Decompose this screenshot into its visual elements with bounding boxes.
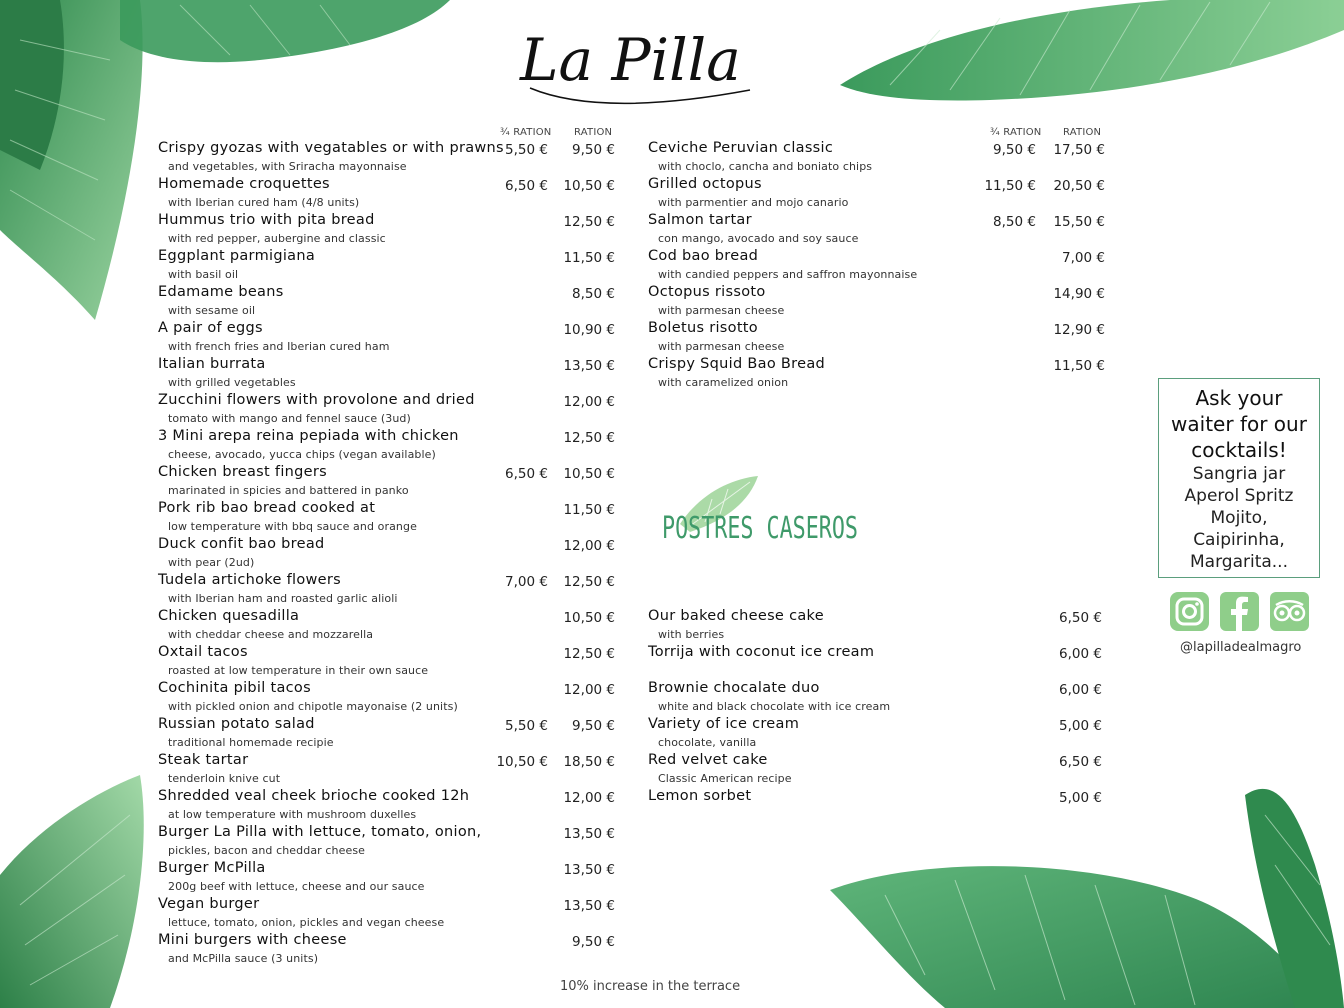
menu-item-description: with parmesan cheese: [658, 340, 785, 353]
menu-item: [158, 464, 618, 500]
price-three-quarter: 6,50 €: [505, 178, 548, 194]
header-quarter-ration-right: ¾ RATION: [990, 127, 1042, 138]
menu-item: [158, 140, 618, 176]
menu-item: [158, 536, 618, 572]
menu-item: [158, 572, 618, 608]
menu-item-name: Oxtail tacos: [158, 644, 248, 660]
menu-item-name: Cochinita pibil tacos: [158, 680, 311, 696]
menu-item-name: Burger La Pilla with lettuce, tomato, onion,: [158, 824, 482, 840]
menu-item: [158, 608, 618, 644]
price-ration: 6,00 €: [1059, 646, 1102, 662]
facebook-icon[interactable]: [1220, 592, 1259, 631]
menu-item-description: and McPilla sauce (3 units): [168, 952, 319, 965]
menu-item: [648, 356, 1108, 392]
menu-item-name: Variety of ice cream: [648, 716, 800, 732]
menu-item-name: Burger McPilla: [158, 860, 266, 876]
menu-item-description: chocolate, vanilla: [658, 736, 757, 749]
menu-item-description: traditional homemade recipie: [168, 736, 334, 749]
menu-item-name: Vegan burger: [158, 896, 260, 912]
menu-item-name: Crispy Squid Bao Bread: [648, 356, 826, 372]
menu-item: [648, 248, 1108, 284]
cocktail-item: Caipirinha,: [1193, 530, 1285, 550]
price-three-quarter: 9,50 €: [993, 142, 1036, 158]
price-ration: 7,00 €: [1062, 250, 1105, 266]
price-ration: 12,90 €: [1053, 322, 1105, 338]
menu-item-name: Our baked cheese cake: [648, 608, 824, 624]
cocktails-box: [1158, 378, 1320, 578]
price-ration: 13,50 €: [563, 862, 615, 878]
price-ration: 12,50 €: [563, 646, 615, 662]
menu-item-name: Chicken quesadilla: [158, 608, 300, 624]
price-ration: 17,50 €: [1053, 142, 1105, 158]
menu-item-name: A pair of eggs: [158, 320, 263, 336]
menu-item: [158, 392, 618, 428]
menu-item: [158, 752, 618, 788]
desserts-list: [648, 608, 1108, 824]
menu-item-description: with caramelized onion: [658, 376, 789, 389]
menu-item-name: Hummus trio with pita bread: [158, 212, 375, 228]
menu-item-description: with parmesan cheese: [658, 304, 785, 317]
menu-item: [158, 176, 618, 212]
menu-item: [158, 932, 618, 968]
price-ration: 9,50 €: [572, 934, 615, 950]
cocktail-item: Sangria jar: [1192, 464, 1286, 484]
menu-item: [648, 140, 1108, 176]
menu-item-description: with cheddar cheese and mozzarella: [168, 628, 374, 641]
cocktail-item: Mojito,: [1210, 508, 1268, 528]
cocktails-title: [1159, 385, 1319, 463]
menu-item: [158, 680, 618, 716]
menu-item-description: marinated in spicies and battered in panko: [168, 484, 409, 497]
menu-item: [648, 212, 1108, 248]
menu-item-description: at low temperature with mushroom duxelles: [168, 808, 417, 821]
menu-item-description: low temperature with bbq sauce and orange: [168, 520, 417, 533]
menu-item: [158, 788, 618, 824]
price-ration: 12,00 €: [563, 394, 615, 410]
menu-item-name: Steak tartar: [158, 752, 249, 768]
menu-item-name: Eggplant parmigiana: [158, 248, 316, 264]
menu-item-description: with Iberian cured ham (4/8 units): [168, 196, 360, 209]
menu-item-name: Brownie chocalate duo: [648, 680, 820, 696]
price-ration: 12,00 €: [563, 538, 615, 554]
menu-item: [648, 320, 1108, 356]
menu-item: [648, 716, 1108, 752]
menu-item: [158, 824, 618, 860]
social-icons: [1170, 592, 1310, 632]
menu-item-description: with berries: [658, 628, 725, 641]
banana-leaf-top-right: [830, 0, 1344, 110]
price-ration: 13,50 €: [563, 826, 615, 842]
menu-item: [158, 356, 618, 392]
header-ration-left: RATION: [574, 127, 613, 138]
menu-item-description: with sesame oil: [168, 304, 256, 317]
price-ration: 12,50 €: [563, 430, 615, 446]
price-ration: 6,50 €: [1059, 754, 1102, 770]
menu-item-name: Grilled octopus: [648, 176, 762, 192]
instagram-icon[interactable]: [1170, 592, 1209, 631]
price-ration: 12,00 €: [563, 682, 615, 698]
menu-item-name: Salmon tartar: [648, 212, 752, 228]
price-ration: 13,50 €: [563, 898, 615, 914]
postres-caseros-heading: [650, 474, 870, 544]
menu-item-name: Pork rib bao bread cooked at: [158, 500, 376, 516]
menu-item: [158, 860, 618, 896]
menu-item: [648, 644, 1108, 680]
menu-item: [158, 644, 618, 680]
menu-item-name: Zucchini flowers with provolone and dried: [158, 392, 475, 408]
price-ration: 11,50 €: [563, 250, 615, 266]
cocktails-title-line: cocktails!: [1191, 438, 1287, 462]
menu-item: [158, 500, 618, 536]
menu-item-name: Russian potato salad: [158, 716, 315, 732]
menu-item-name: Chicken breast fingers: [158, 464, 327, 480]
menu-item: [158, 320, 618, 356]
postres-title: POSTRES CASEROS: [662, 511, 858, 546]
header-quarter-ration-left: ¾ RATION: [500, 127, 552, 138]
logo-text: La Pilla: [520, 26, 741, 94]
menu-item-description: con mango, avocado and soy sauce: [658, 232, 859, 245]
menu-item: [158, 248, 618, 284]
price-three-quarter: 6,50 €: [505, 466, 548, 482]
menu-item-description: with french fries and Iberian cured ham: [168, 340, 390, 353]
menu-item-description: white and black chocolate with ice cream: [658, 700, 891, 713]
menu-item-name: Italian burrata: [158, 356, 266, 372]
menu-item-description: pickles, bacon and cheddar cheese: [168, 844, 366, 857]
menu-item-name: Torrija with coconut ice cream: [648, 644, 875, 660]
price-three-quarter: 11,50 €: [984, 178, 1036, 194]
menu-item-description: lettuce, tomato, onion, pickles and vegan cheese: [168, 916, 445, 929]
price-ration: 5,00 €: [1059, 790, 1102, 806]
menu-right-column: [648, 140, 1108, 392]
menu-item-description: with candied peppers and saffron mayonnaise: [658, 268, 918, 281]
price-three-quarter: 5,50 €: [505, 718, 548, 734]
menu-item: [158, 212, 618, 248]
cocktails-title-line: waiter for our: [1171, 412, 1307, 436]
menu-item-name: Crispy gyozas with vegatables or with prawns: [158, 140, 504, 156]
header-ration-right: RATION: [1063, 127, 1102, 138]
menu-item-name: Ceviche Peruvian classic: [648, 140, 834, 156]
price-ration: 11,50 €: [1053, 358, 1105, 374]
menu-item-description: tomato with mango and fennel sauce (3ud): [168, 412, 411, 425]
menu-item-name: 3 Mini arepa reina pepiada with chicken: [158, 428, 459, 444]
cocktail-item: Aperol Spritz: [1184, 486, 1294, 506]
menu-item-name: Cod bao bread: [648, 248, 759, 264]
menu-item-description: Classic American recipe: [658, 772, 792, 785]
price-ration: 14,90 €: [1053, 286, 1105, 302]
price-ration: 10,50 €: [563, 610, 615, 626]
menu-item-name: Lemon sorbet: [648, 788, 752, 804]
menu-item-name: Shredded veal cheek brioche cooked 12h: [158, 788, 470, 804]
menu-item-name: Boletus risotto: [648, 320, 758, 336]
menu-item-description: with grilled vegetables: [168, 376, 296, 389]
price-ration: 12,50 €: [563, 574, 615, 590]
cocktails-title-line: Ask your: [1195, 386, 1283, 410]
menu-item: [158, 284, 618, 320]
menu-item: [158, 428, 618, 464]
cocktail-item: Margarita...: [1190, 552, 1288, 572]
price-ration: 6,50 €: [1059, 610, 1102, 626]
price-ration: 9,50 €: [572, 142, 615, 158]
banana-leaf-bottom-left: [0, 775, 170, 1008]
price-ration: 15,50 €: [1053, 214, 1105, 230]
menu-item: [648, 284, 1108, 320]
price-ration: 13,50 €: [563, 358, 615, 374]
menu-item-description: with choclo, cancha and boniato chips: [658, 160, 873, 173]
menu-item: [648, 680, 1108, 716]
social-handle[interactable]: @lapilladealmagro: [1180, 640, 1302, 655]
price-ration: 6,00 €: [1059, 682, 1102, 698]
price-three-quarter: 8,50 €: [993, 214, 1036, 230]
price-ration: 12,50 €: [563, 214, 615, 230]
menu-item-description: and vegetables, with Sriracha mayonnaise: [168, 160, 407, 173]
menu-item-name: Duck confit bao bread: [158, 536, 325, 552]
tripadvisor-icon[interactable]: [1270, 592, 1309, 631]
menu-item: [648, 788, 1108, 824]
menu-item-name: Homemade croquettes: [158, 176, 330, 192]
price-three-quarter: 10,50 €: [496, 754, 548, 770]
menu-item-description: with parmentier and mojo canario: [658, 196, 849, 209]
menu-item-description: tenderloin knive cut: [168, 772, 281, 785]
price-ration: 10,90 €: [563, 322, 615, 338]
menu-item-name: Edamame beans: [158, 284, 284, 300]
menu-item-description: with pear (2ud): [168, 556, 255, 569]
menu-item-description: with pickled onion and chipotle mayonaise (2 units): [168, 700, 458, 713]
price-ration: 5,00 €: [1059, 718, 1102, 734]
la-pilla-logo: [510, 18, 760, 113]
menu-item-name: Mini burgers with cheese: [158, 932, 347, 948]
price-ration: 20,50 €: [1053, 178, 1105, 194]
price-ration: 8,50 €: [572, 286, 615, 302]
menu-item-name: Octopus rissoto: [648, 284, 766, 300]
price-ration: 9,50 €: [572, 718, 615, 734]
price-three-quarter: 5,50 €: [505, 142, 548, 158]
price-ration: 10,50 €: [563, 466, 615, 482]
menu-item: [158, 716, 618, 752]
menu-item: [648, 752, 1108, 788]
menu-left-column: [158, 140, 618, 968]
price-ration: 18,50 €: [563, 754, 615, 770]
terrace-note: 10% increase in the terrace: [560, 979, 741, 994]
menu-item-description: cheese, avocado, yucca chips (vegan available): [168, 448, 436, 461]
menu-item-description: 200g beef with lettuce, cheese and our sauce: [168, 880, 425, 893]
menu-item-description: roasted at low temperature in their own sauce: [168, 664, 429, 677]
menu-item-description: with red pepper, aubergine and classic: [168, 232, 386, 245]
price-ration: 10,50 €: [563, 178, 615, 194]
menu-item-description: with Iberian ham and roasted garlic alioli: [168, 592, 398, 605]
price-three-quarter: 7,00 €: [505, 574, 548, 590]
price-ration: 12,00 €: [563, 790, 615, 806]
menu-item-name: Tudela artichoke flowers: [158, 572, 341, 588]
menu-item-name: Red velvet cake: [648, 752, 768, 768]
menu-item: [158, 896, 618, 932]
menu-item: [648, 608, 1108, 644]
menu-item: [648, 176, 1108, 212]
price-ration: 11,50 €: [563, 502, 615, 518]
menu-item-description: with basil oil: [168, 268, 239, 281]
